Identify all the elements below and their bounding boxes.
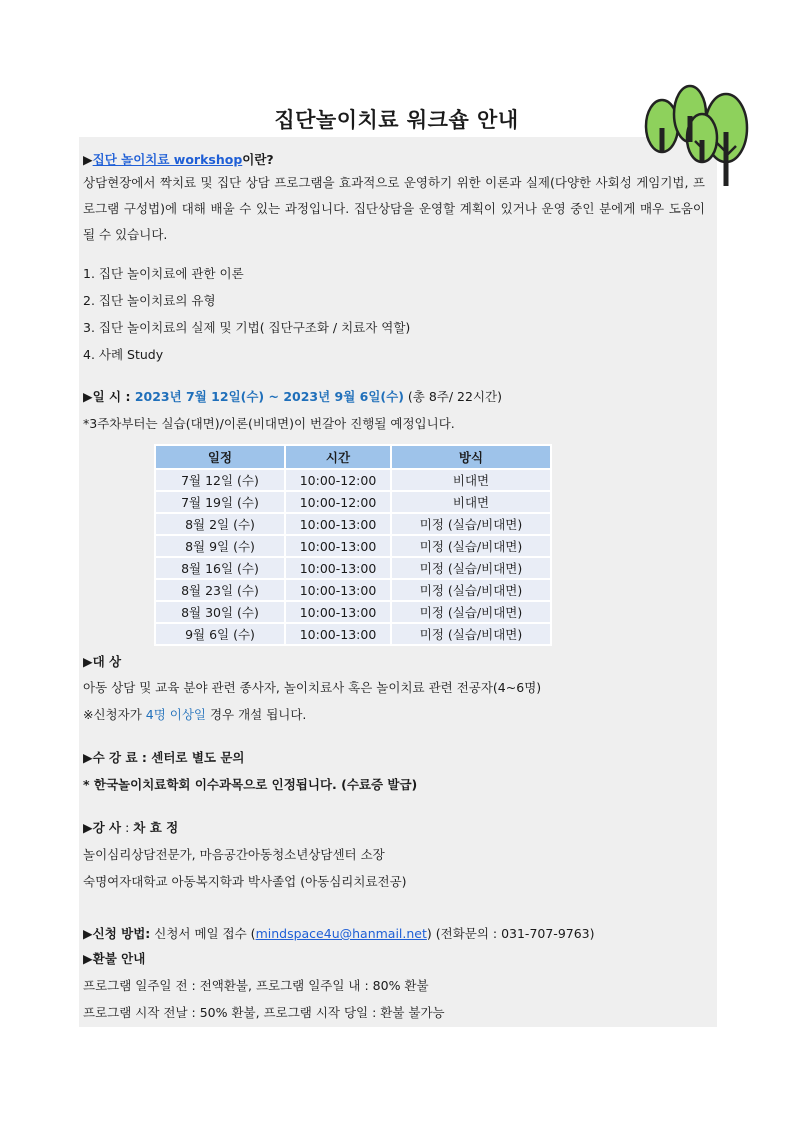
target-heading: ▶대 상 [83, 654, 122, 669]
table-cell: 미정 (실습/비대면) [391, 535, 551, 557]
table-cell: 비대면 [391, 469, 551, 491]
table-cell: 10:00-13:00 [285, 513, 391, 535]
table-cell: 8월 2일 (수) [155, 513, 285, 535]
table-row [155, 579, 551, 601]
table-row [155, 557, 551, 579]
fee-heading: ▶수 강 료 : 센터로 별도 문의 [83, 750, 245, 765]
table-cell: 10:00-12:00 [285, 469, 391, 491]
table-cell: 10:00-13:00 [285, 623, 391, 645]
topic-item: 4. 사례 Study [83, 347, 164, 362]
page-title: 집단놀이치료 워크숍 안내 [274, 108, 519, 132]
table-row [155, 623, 551, 645]
table-cell: 10:00-13:00 [285, 535, 391, 557]
table-header-row [155, 445, 551, 469]
refund-heading: ▶환불 안내 [83, 951, 146, 966]
table-cell: 10:00-12:00 [285, 491, 391, 513]
topic-item: 1. 집단 놀이치료에 관한 이론 [83, 266, 244, 281]
apply-line: ▶신청 방법: 신청서 메일 접수 (mindspace4u@hanmail.net) (전화문의 : 031-707-9763) [83, 926, 595, 941]
table-cell: 미정 (실습/비대면) [391, 557, 551, 579]
table-cell: 9월 6일 (수) [155, 623, 285, 645]
table-cell: 10:00-13:00 [285, 557, 391, 579]
table-row [155, 601, 551, 623]
intro-paragraph: 상담현장에서 짝치료 및 집단 상담 프로그램을 효과적으로 운영하기 위한 이론과 실제(다양한 사회성 게임기법, 프로그램 구성법)에 대해 배울 수 있는 과정입니다. 집단상담을 운영할 계획이 있거나 운영 중인 분에게 매우 도움이 될 수 있습니다. [83, 175, 705, 242]
refund-line: 프로그램 일주일 전 : 전액환불, 프로그램 일주일 내 : 80% 환불 [83, 978, 429, 993]
table-row [155, 535, 551, 557]
instructor-heading: ▶강 사 : 차 효 정 [83, 820, 179, 835]
table-cell: 8월 9일 (수) [155, 535, 285, 557]
fee-note: * 한국놀이치료학회 이수과목으로 인정됩니다. (수료증 발급) [83, 777, 418, 792]
table-cell: 미정 (실습/비대면) [391, 601, 551, 623]
table-row [155, 513, 551, 535]
schedule-table [154, 444, 552, 646]
instructor-line: 숙명여자대학교 아동복지학과 박사졸업 (아동심리치료전공) [83, 874, 407, 889]
table-row [155, 469, 551, 491]
topic-item: 3. 집단 놀이치료의 실제 및 기법( 집단구조화 / 치료자 역할) [83, 320, 411, 335]
table-cell: 미정 (실습/비대면) [391, 579, 551, 601]
table-row [155, 491, 551, 513]
email-link[interactable]: mindspace4u@hanmail.net [255, 926, 427, 941]
table-cell: 8월 16일 (수) [155, 557, 285, 579]
topic-item: 2. 집단 놀이치료의 유형 [83, 293, 216, 308]
intro-heading: ▶집단 놀이치료 workshop이란? [83, 152, 274, 167]
workshop-link[interactable]: 집단 놀이치료 workshop [92, 152, 243, 167]
table-cell: 10:00-13:00 [285, 601, 391, 623]
column-header: 시간 [285, 445, 391, 469]
column-header: 방식 [391, 445, 551, 469]
column-header: 일정 [155, 445, 285, 469]
target-note: ※신청자가 4명 이상일 경우 개설 됩니다. [83, 707, 307, 722]
table-cell: 8월 30일 (수) [155, 601, 285, 623]
table-cell: 7월 19일 (수) [155, 491, 285, 513]
table-cell: 7월 12일 (수) [155, 469, 285, 491]
schedule-heading: ▶일 시 : 2023년 7월 12일(수) ~ 2023년 9월 6일(수) (총 8주/ 22시간) [83, 389, 502, 404]
instructor-line: 놀이심리상담전문가, 마음공간아동청소년상담센터 소장 [83, 847, 385, 862]
table-cell: 비대면 [391, 491, 551, 513]
target-text: 아동 상담 및 교육 분야 관련 종사자, 놀이치료사 혹은 놀이치료 관련 전공자(4~6명) [83, 680, 542, 695]
table-cell: 미정 (실습/비대면) [391, 513, 551, 535]
schedule-note: *3주차부터는 실습(대면)/이론(비대면)이 번갈아 진행될 예정입니다. [83, 416, 455, 431]
refund-line: 프로그램 시작 전날 : 50% 환불, 프로그램 시작 당일 : 환불 불가능 [83, 1005, 445, 1020]
table-cell: 미정 (실습/비대면) [391, 623, 551, 645]
table-cell: 10:00-13:00 [285, 579, 391, 601]
table-cell: 8월 23일 (수) [155, 579, 285, 601]
